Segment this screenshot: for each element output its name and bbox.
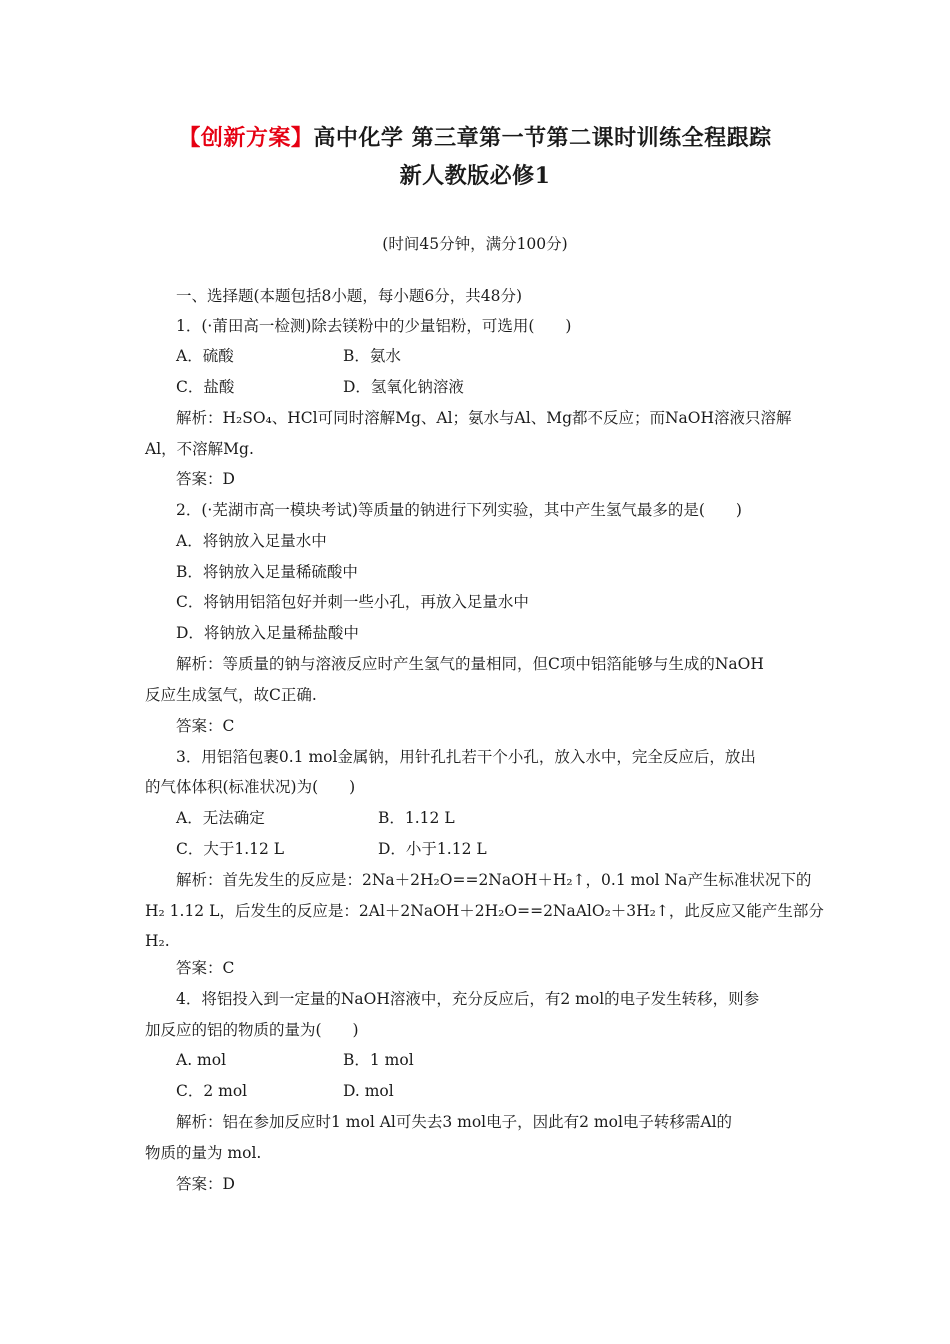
document-title <box>0 121 950 152</box>
q3-explanation-line1: 解析：首先发生的反应是：2Na＋2H₂O==2NaOH＋H₂↑，0.1 mol Na产生标准状况下的 <box>176 871 812 889</box>
section-heading: 一、选择题(本题包括8小题，每小题6分，共48分) <box>176 287 523 305</box>
title-text: 高中化学 第三章第一节第二课时训练全程跟踪 <box>313 125 772 151</box>
q2-answer: 答案：C <box>176 717 235 735</box>
q4-stem-line1: 4．将铝投入到一定量的NaOH溶液中，充分反应后，有2 mol的电子发生转移，则参 <box>176 990 760 1008</box>
q2-option-b: B．将钠放入足量稀硫酸中 <box>176 563 358 581</box>
q3-option-a: A．无法确定 <box>176 809 265 827</box>
q4-option-d: D. mol <box>343 1082 394 1100</box>
q1-option-d: D．氢氧化钠溶液 <box>343 378 464 396</box>
q2-option-a: A．将钠放入足量水中 <box>176 532 327 550</box>
q3-option-b: B．1.12 L <box>378 809 455 827</box>
time-note: (时间45分钟，满分100分) <box>382 235 568 253</box>
q2-explanation-line1: 解析：等质量的钠与溶液反应时产生氢气的量相同，但C项中铝箔能够与生成的NaOH <box>176 655 764 673</box>
q3-explanation-line2: H₂ 1.12 L，后发生的反应是：2Al＋2NaOH＋2H₂O==2NaAlO₂＋3H₂↑，此反应又能产生部分 <box>145 902 824 920</box>
q4-explanation-line2: 物质的量为 mol. <box>145 1144 262 1162</box>
q1-option-a: A．硫酸 <box>176 347 234 365</box>
q3-stem-line2: 的气体体积(标准状况)为( ) <box>145 778 356 796</box>
q1-option-c: C．盐酸 <box>176 378 235 396</box>
document-subtitle: 新人教版必修1 <box>399 163 551 189</box>
q4-option-a: A. mol <box>176 1051 227 1069</box>
q1-explanation-line1: 解析：H₂SO₄、HCl可同时溶解Mg、Al；氨水与Al、Mg都不反应；而NaOH溶液只溶解 <box>176 409 792 427</box>
q4-option-c: C．2 mol <box>176 1082 248 1100</box>
q2-option-d: D．将钠放入足量稀盐酸中 <box>176 624 359 642</box>
q1-option-b: B．氨水 <box>343 347 401 365</box>
q4-answer: 答案：D <box>176 1175 235 1193</box>
q4-option-b: B．1 mol <box>343 1051 414 1069</box>
q2-option-c: C．将钠用铝箔包好并刺一些小孔，再放入足量水中 <box>176 593 529 611</box>
q3-option-c: C．大于1.12 L <box>176 840 285 858</box>
q1-stem: 1．(·莆田高一检测)除去镁粉中的少量铝粉，可选用( ) <box>176 317 572 335</box>
title-bracket: 【创新方案】 <box>178 125 314 151</box>
q2-stem: 2．(·芜湖市高一模块考试)等质量的钠进行下列实验，其中产生氢气最多的是( ) <box>176 501 742 519</box>
q3-explanation-line3: H₂. <box>145 932 170 950</box>
q3-stem-line1: 3．用铝箔包裹0.1 mol金属钠，用针孔扎若干个小孔，放入水中，完全反应后，放出 <box>176 748 756 766</box>
q2-explanation-line2: 反应生成氢气，故C正确. <box>145 686 317 704</box>
q4-explanation-line1: 解析：铝在参加反应时1 mol Al可失去3 mol电子，因此有2 mol电子转移需Al的 <box>176 1113 733 1131</box>
q1-explanation-line2: Al，不溶解Mg. <box>145 440 254 458</box>
q1-answer: 答案：D <box>176 470 235 488</box>
q3-answer: 答案：C <box>176 959 235 977</box>
q3-option-d: D．小于1.12 L <box>378 840 487 858</box>
q4-stem-line2: 加反应的铝的物质的量为( ) <box>145 1021 359 1039</box>
